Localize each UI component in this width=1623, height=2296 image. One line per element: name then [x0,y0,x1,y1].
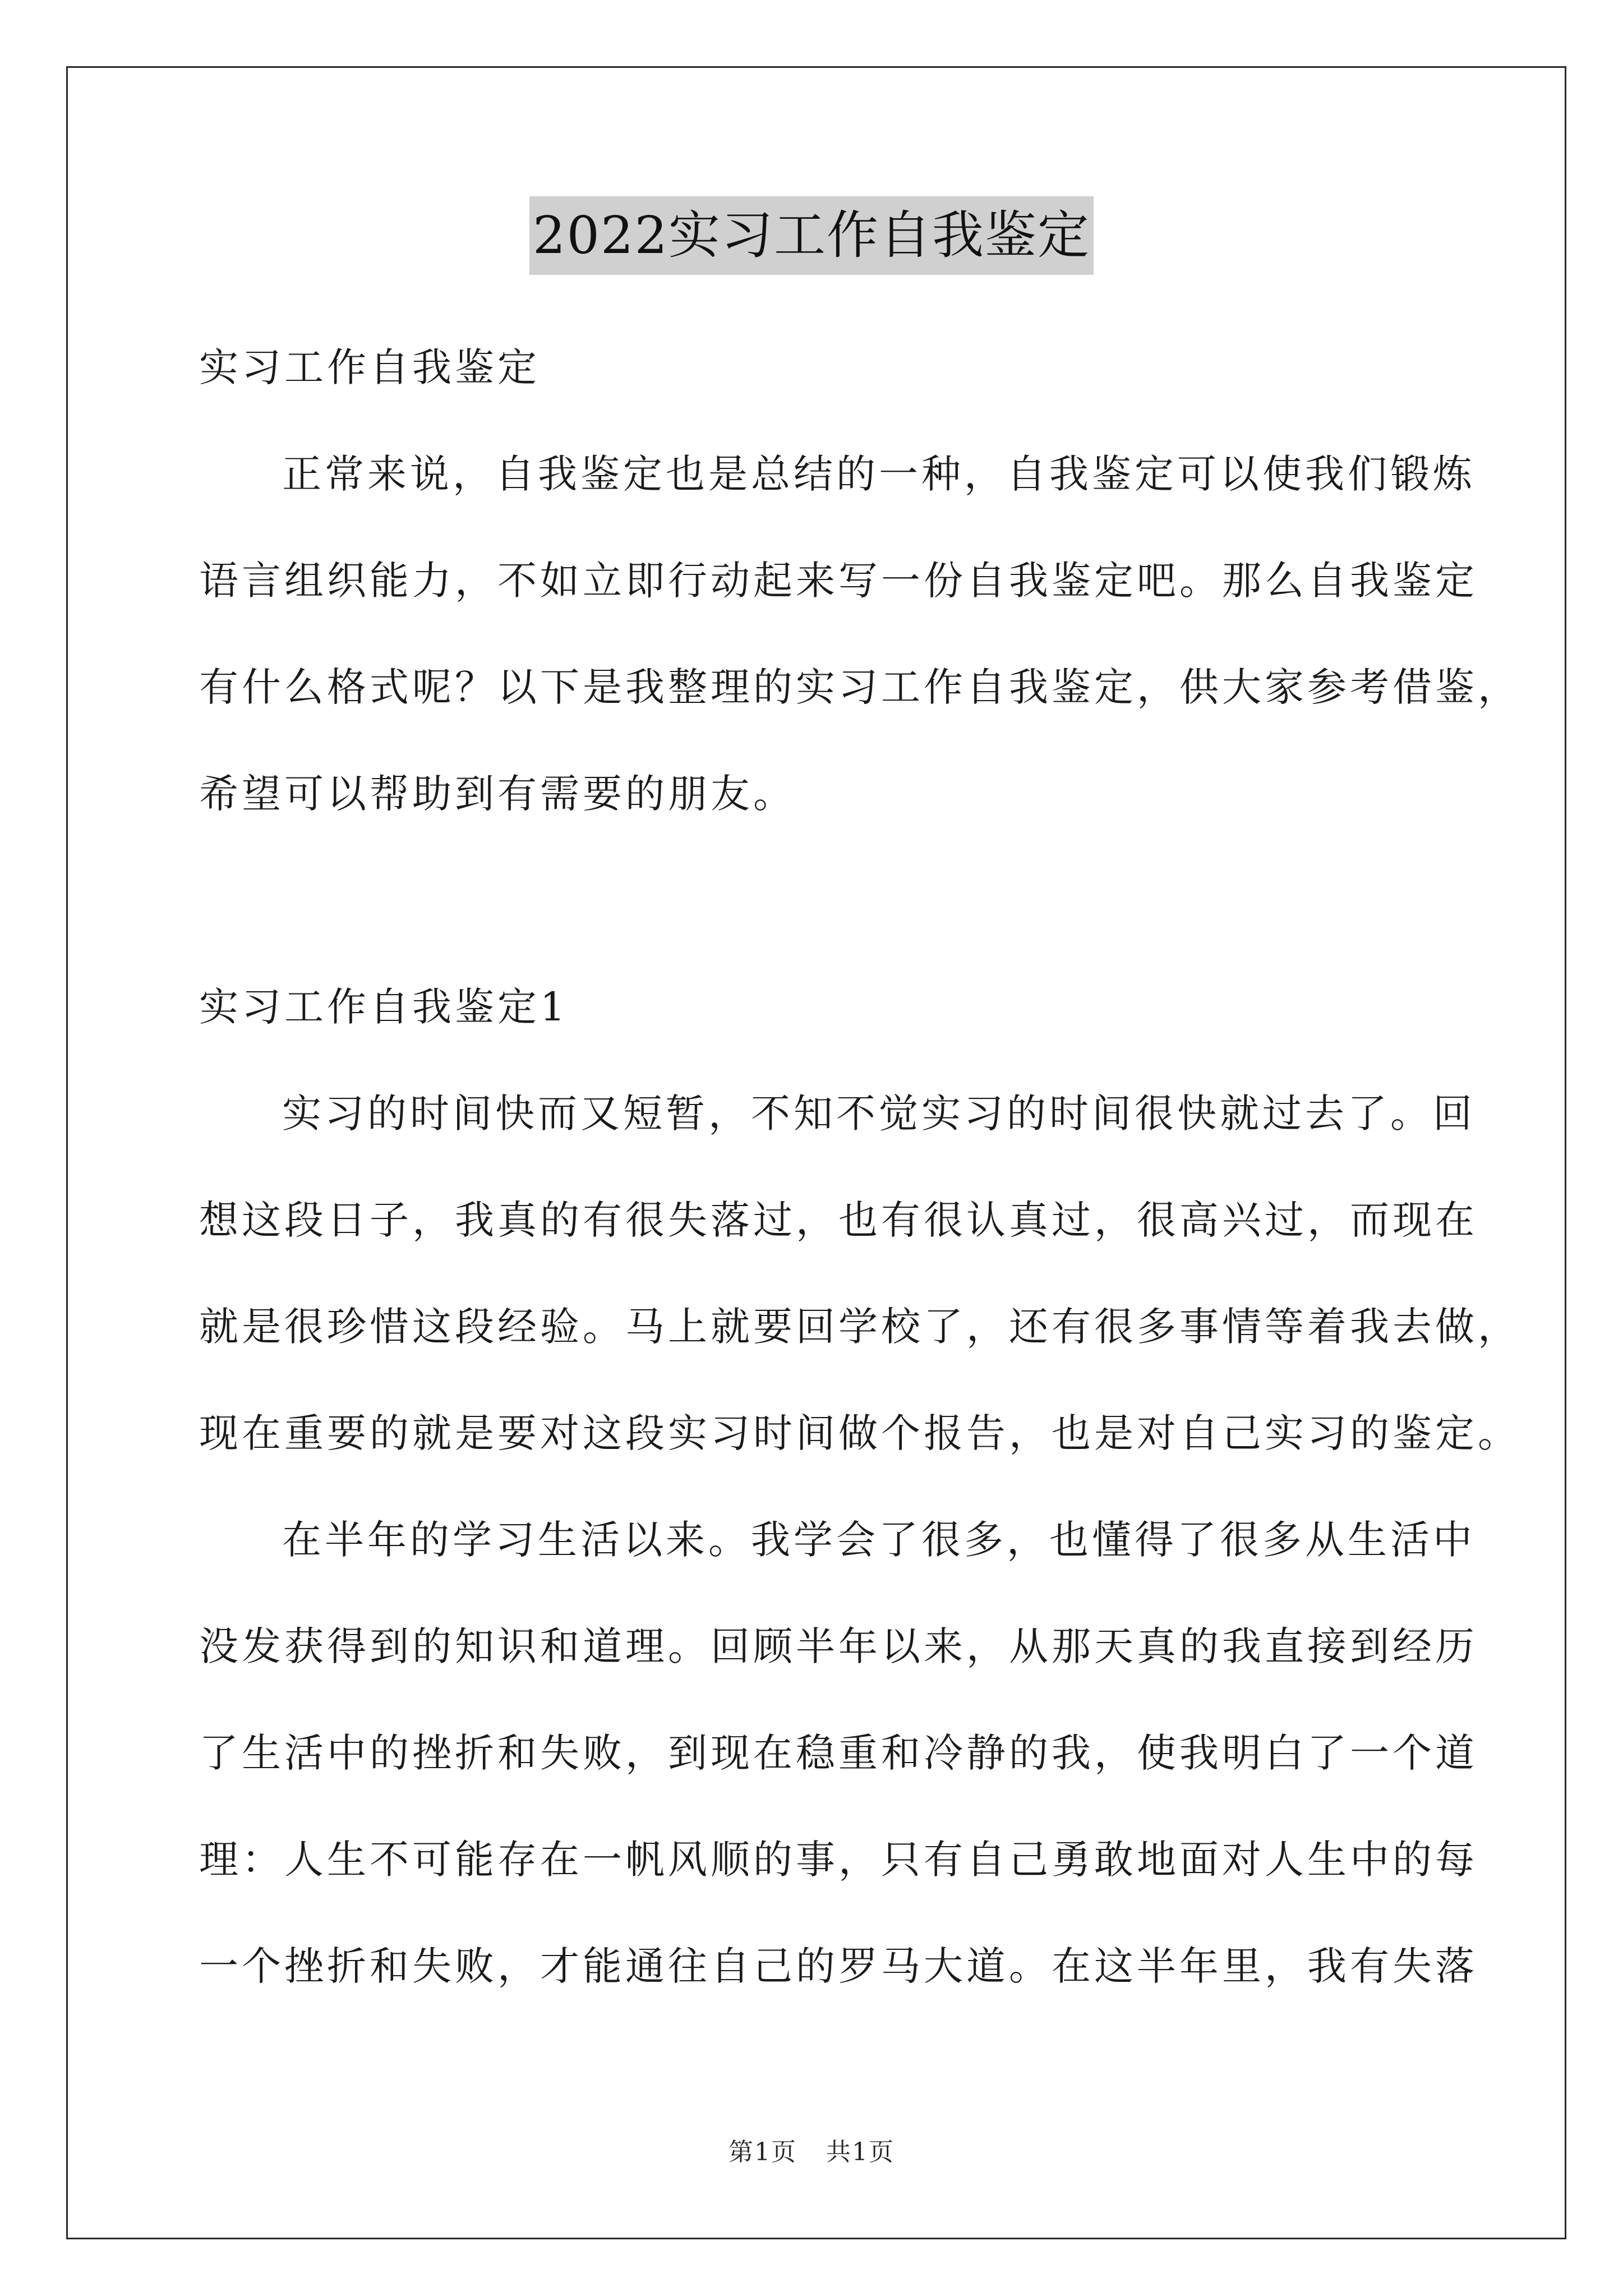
paragraph-line: 现在重要的就是要对这段实习时间做个报告，也是对自己实习的鉴定。 [199,1410,1520,1456]
intro-line: 有什么格式呢？以下是我整理的实习工作自我鉴定，供大家参考借鉴， [199,664,1520,710]
paragraph-line: 了生活中的挫折和失败，到现在稳重和冷静的我，使我明白了一个道 [199,1730,1478,1776]
page-footer [0,2132,1623,2168]
paragraph-line: 一个挫折和失败，才能通往自己的罗马大道。在这半年里，我有失落 [199,1943,1478,1989]
paragraph-line: 没发获得到的知识和道理。回顾半年以来，从那天真的我直接到经历 [199,1623,1478,1669]
intro-line: 正常来说，自我鉴定也是总结的一种，自我鉴定可以使我们锻炼 [282,451,1476,497]
paragraph-line: 理：人生不可能存在一帆风顺的事，只有自己勇敢地面对人生中的每 [199,1837,1478,1883]
paragraph-line: 就是很珍惜这段经验。马上就要回学校了，还有很多事情等着我去做， [199,1304,1520,1350]
title-container [0,196,1623,275]
paragraph-line: 想这段日子，我真的有很失落过，也有很认真过，很高兴过，而现在 [199,1197,1478,1243]
intro-line: 语言组织能力，不如立即行动起来写一份自我鉴定吧。那么自我鉴定 [199,558,1478,604]
paragraph-line: 实习的时间快而又短暂，不知不觉实习的时间很快就过去了。回 [282,1091,1476,1137]
document-title: 2022实习工作自我鉴定 [529,196,1094,275]
subtitle: 实习工作自我鉴定 [199,344,540,390]
intro-line: 希望可以帮助到有需要的朋友。 [199,771,796,817]
paragraph-line: 在半年的学习生活以来。我学会了很多，也懂得了很多从生活中 [282,1517,1476,1563]
page-total: 共1页 [826,2138,895,2166]
blank-line [199,847,1433,954]
document-body [199,314,1520,2019]
section-heading: 实习工作自我鉴定1 [199,984,569,1030]
page-number: 第1页 [728,2138,797,2166]
